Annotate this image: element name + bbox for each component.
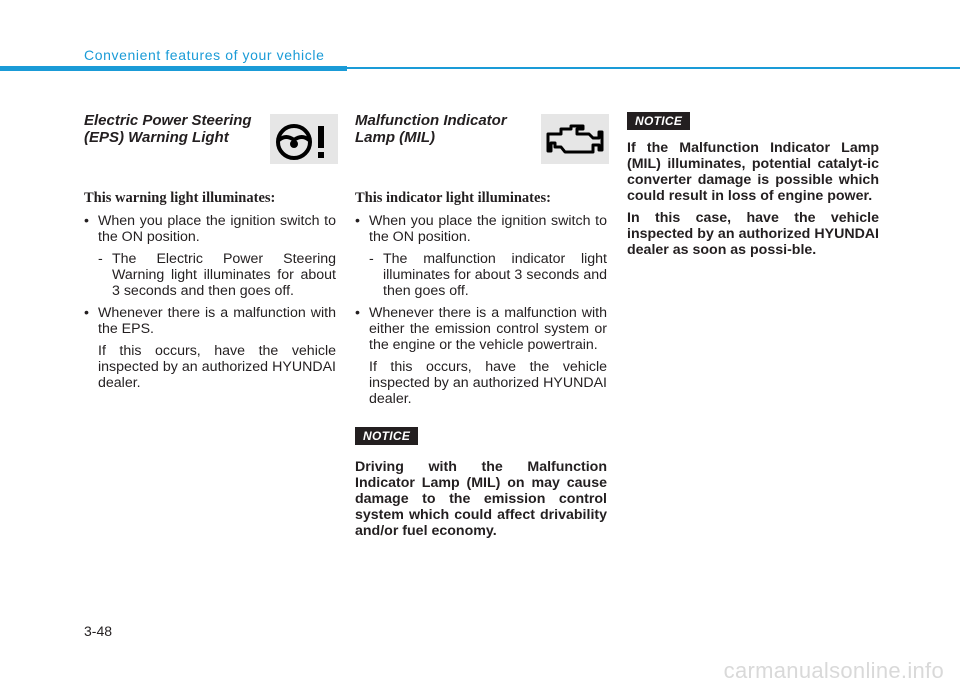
dash-icon: - xyxy=(369,251,374,267)
mil-subbullet-light xyxy=(355,251,607,299)
eps-subheading: This warning light illuminates: xyxy=(84,190,276,206)
eps-subbullet-light-text: The Electric Power Steering Warning light illuminates for about 3 seconds and then goes off. xyxy=(112,251,336,299)
eps-bullet-ignition xyxy=(84,213,336,245)
mil-notice-text: Driving with the Malfunction Indicator Lamp (MIL) on may cause damage to the emission control system which could affect drivability and/or fuel economy. xyxy=(355,459,607,539)
mil-followup: If this occurs, have the vehicle inspected by an authorized HYUNDAI dealer. xyxy=(369,359,607,407)
dash-icon: - xyxy=(98,251,103,267)
eps-bullet-malfunction-text: Whenever there is a malfunction with the EPS. xyxy=(98,305,336,337)
check-engine-icon xyxy=(541,114,609,164)
header-rule-thick xyxy=(0,66,347,71)
notice2-label-wrap xyxy=(627,112,879,130)
bullet-dot-icon: • xyxy=(355,213,360,229)
eps-bullet-malfunction xyxy=(84,305,336,337)
header-rule xyxy=(0,66,960,71)
mil-bullet-malfunction xyxy=(355,305,607,353)
mil-bullet-ignition xyxy=(355,213,607,245)
mil-icon-box xyxy=(541,114,609,164)
watermark: carmanualsonline.info xyxy=(723,658,944,683)
mil-bullet-malfunction-text: Whenever there is a malfunction with either the emission control system or the engine or the vehicle powertrain. xyxy=(369,305,607,353)
mil-subbullet-light-text: The malfunction indicator light illuminates for about 3 seconds and then goes off. xyxy=(383,251,607,299)
notice-badge: NOTICE xyxy=(355,427,418,445)
eps-bullet-ignition-text: When you place the ignition switch to the ON position. xyxy=(98,213,336,245)
eps-followup: If this occurs, have the vehicle inspected by an authorized HYUNDAI dealer. xyxy=(98,343,336,391)
notice2-para1: If the Malfunction Indicator Lamp (MIL) illuminates, potential catalyt-ic converter damage is possible which could result in loss of engine power. xyxy=(627,140,879,204)
mil-title: Malfunction Indicator Lamp (MIL) xyxy=(355,112,507,146)
steering-warning-icon xyxy=(270,114,338,164)
mil-subheading: This indicator light illuminates: xyxy=(355,190,551,206)
mil-bullet-ignition-text: When you place the ignition switch to the ON position. xyxy=(369,213,607,245)
bullet-dot-icon: • xyxy=(355,305,360,321)
notice-badge: NOTICE xyxy=(627,112,690,130)
header-rule-thin xyxy=(347,67,960,69)
notice2-para2: In this case, have the vehicle inspected by an authorized HYUNDAI dealer as soon as possi-ble. xyxy=(627,210,879,258)
bullet-dot-icon: • xyxy=(84,213,89,229)
eps-title: Electric Power Steering (EPS) Warning Light xyxy=(84,112,252,146)
eps-section xyxy=(84,112,336,391)
bullet-dot-icon: • xyxy=(84,305,89,321)
eps-icon-box xyxy=(270,114,338,164)
mil-heading-block xyxy=(355,112,607,190)
mil-section xyxy=(355,112,607,539)
mil-notice-label-wrap xyxy=(355,427,607,445)
section-header-title: Convenient features of your vehicle xyxy=(84,47,325,63)
eps-heading-block xyxy=(84,112,336,190)
page-number: 3-48 xyxy=(84,623,113,639)
eps-subbullet-light xyxy=(84,251,336,299)
catalytic-notice-section xyxy=(627,112,879,258)
